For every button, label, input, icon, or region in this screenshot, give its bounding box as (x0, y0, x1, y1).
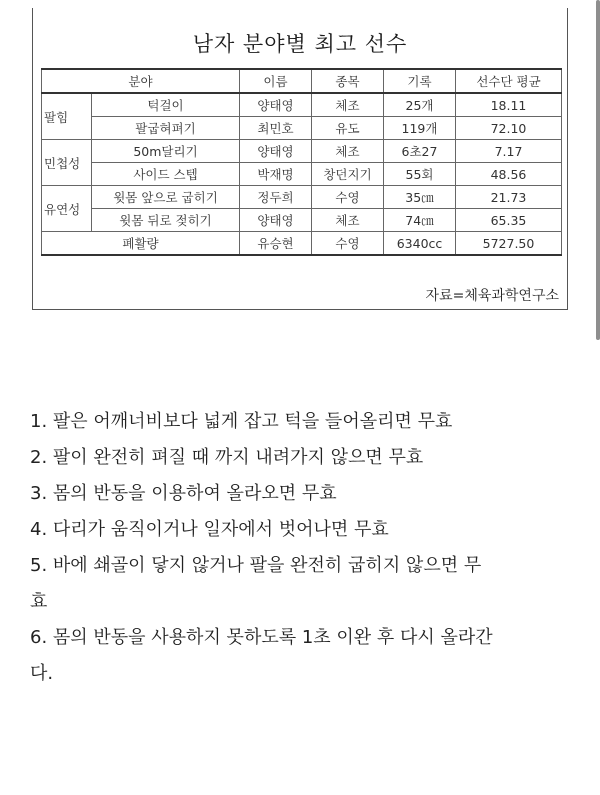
row-item: 턱걸이 (92, 93, 240, 117)
row-item: 윗몸 앞으로 굽히기 (92, 186, 240, 209)
rule-line: 5. 바에 쇄골이 닿지 않거나 팔을 완전히 굽히지 않으면 무 (30, 555, 482, 576)
row-item: 사이드 스텝 (92, 163, 240, 186)
table-header-row (42, 69, 562, 93)
row-average: 18.11 (456, 93, 562, 117)
rule-line: 2. 팔이 완전히 펴질 때 까지 내려가지 않으면 무효 (30, 447, 424, 468)
header-field: 분야 (42, 69, 240, 93)
row-average: 7.17 (456, 140, 562, 163)
table-row (42, 163, 562, 186)
records-table-image (32, 8, 568, 310)
row-item: 팔굽혀펴기 (92, 117, 240, 140)
row-item: 윗몸 뒤로 젖히기 (92, 209, 240, 232)
row-sport: 유도 (312, 117, 384, 140)
header-sport: 종목 (312, 69, 384, 93)
table-row (42, 140, 562, 163)
row-sport: 체조 (312, 140, 384, 163)
table-title: 남자 분야별 최고 선수 (192, 32, 408, 56)
table-row (42, 117, 562, 140)
rule-line: 6. 몸의 반동을 사용하지 못하도록 1초 이완 후 다시 올라간 (30, 627, 493, 648)
header-record: 기록 (384, 69, 456, 93)
row-record: 55회 (384, 163, 456, 186)
source-credit: 자료=체육과학연구소 (425, 288, 559, 304)
row-average: 72.10 (456, 117, 562, 140)
table-row (42, 93, 562, 117)
header-name: 이름 (240, 69, 312, 93)
row-name: 정두희 (240, 186, 312, 209)
row-average: 5727.50 (456, 232, 562, 256)
table-row (42, 186, 562, 209)
row-sport: 수영 (312, 186, 384, 209)
row-record: 6초27 (384, 140, 456, 163)
row-sport: 수영 (312, 232, 384, 256)
scrollbar[interactable] (596, 0, 600, 340)
rules-list (30, 404, 570, 692)
row-name: 최민호 (240, 117, 312, 140)
row-item: 폐활량 (42, 232, 240, 256)
row-name: 유승현 (240, 232, 312, 256)
group-agility: 민첩성 (42, 140, 92, 186)
row-name: 양태영 (240, 93, 312, 117)
table-row (42, 232, 562, 256)
row-record: 6340cc (384, 232, 456, 256)
rule-line: 다. (30, 663, 54, 684)
row-record: 119개 (384, 117, 456, 140)
row-sport: 창던지기 (312, 163, 384, 186)
row-record: 25개 (384, 93, 456, 117)
row-average: 65.35 (456, 209, 562, 232)
row-sport: 체조 (312, 209, 384, 232)
group-strength: 팔힘 (42, 93, 92, 140)
row-name: 양태영 (240, 140, 312, 163)
row-name: 양태영 (240, 209, 312, 232)
row-name: 박재명 (240, 163, 312, 186)
rule-line: 3. 몸의 반동을 이용하여 올라오면 무효 (30, 483, 337, 504)
group-flexibility: 유연성 (42, 186, 92, 232)
row-item: 50m달리기 (92, 140, 240, 163)
rule-line: 4. 다리가 움직이거나 일자에서 벗어나면 무효 (30, 519, 389, 540)
table-row (42, 209, 562, 232)
records-table (41, 68, 562, 256)
row-average: 48.56 (456, 163, 562, 186)
header-average: 선수단 평균 (456, 69, 562, 93)
rule-line: 1. 팔은 어깨너비보다 넓게 잡고 턱을 들어올리면 무효 (30, 411, 453, 432)
row-record: 74㎝ (384, 209, 456, 232)
row-average: 21.73 (456, 186, 562, 209)
row-sport: 체조 (312, 93, 384, 117)
rule-line: 효 (30, 591, 48, 612)
row-record: 35㎝ (384, 186, 456, 209)
